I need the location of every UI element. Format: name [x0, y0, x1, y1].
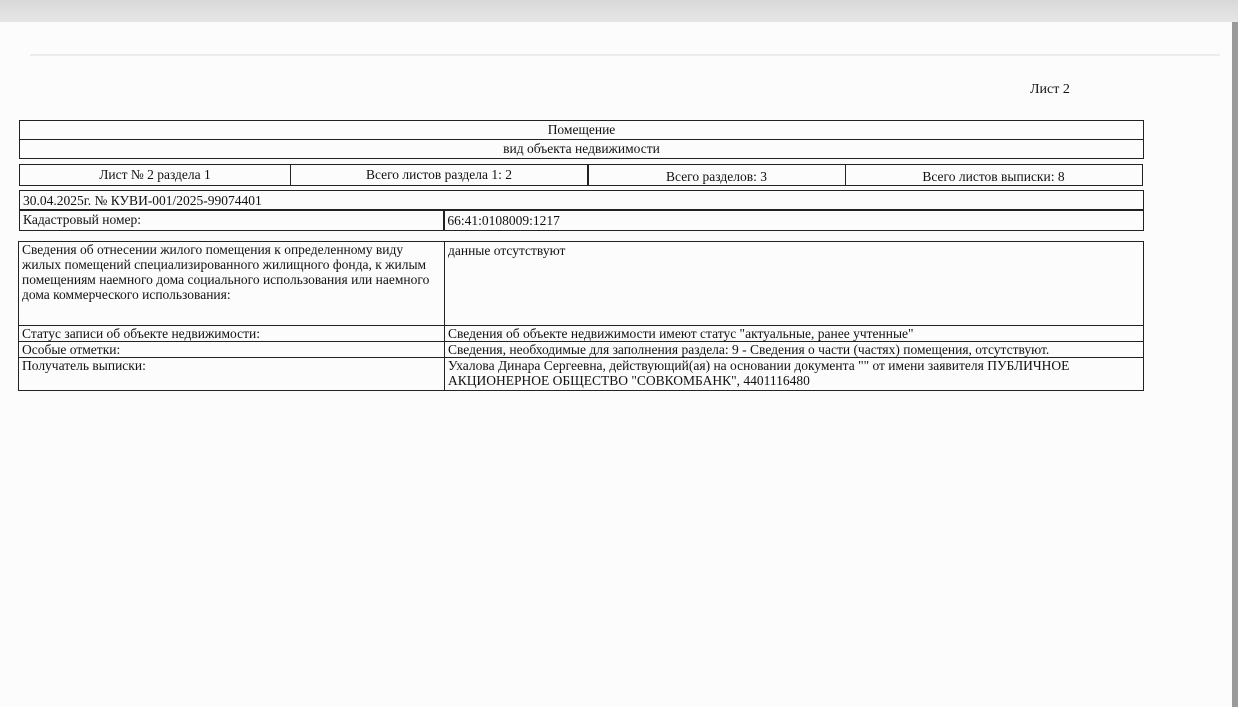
section-info-row [19, 164, 1144, 186]
table-row [19, 342, 1144, 358]
sheet-of-section: Лист № 2 раздела 1 [19, 164, 291, 186]
cadastral-label: Кадастровый номер: [19, 209, 445, 231]
table-row [19, 242, 1144, 326]
extract-recipient-label: Получатель выписки: [19, 358, 445, 391]
table-row [19, 326, 1144, 342]
record-status-label: Статус записи об объекте недвижимости: [19, 326, 445, 342]
scan-artifact-line [30, 54, 1220, 56]
total-sections: Всего разделов: 3 [587, 164, 846, 186]
specialized-housing-label: Сведения об отнесении жилого помещения к определенному виду жилых помещений специализированного жилищного фонда, к жилым помещениям наемного дома социального использования или наемного дома коммерческого использования: [19, 242, 445, 326]
cadastral-value: 66:41:0108009:1217 [443, 209, 1144, 231]
cadastral-row [19, 209, 1144, 231]
special-notes-label: Особые отметки: [19, 342, 445, 358]
object-type-caption: вид объекта недвижимости [503, 141, 660, 156]
total-sheets-section: Всего листов раздела 1: 2 [290, 164, 589, 186]
page-edge-shadow [1232, 22, 1238, 707]
object-type-value: Помещение [547, 122, 616, 137]
object-type-box [19, 120, 1144, 140]
scanner-top-shade [0, 0, 1238, 22]
extract-date-number-box [19, 190, 1144, 211]
total-sheets-extract: Всего листов выписки: 8 [845, 164, 1143, 186]
special-notes-value: Сведения, необходимые для заполнения раздела: 9 - Сведения о части (частях) помещения, отсутствуют. [445, 342, 1144, 358]
extract-date-number: 30.04.2025г. № КУВИ-001/2025-99074401 [23, 193, 262, 208]
extract-recipient-value: Ухалова Динара Сергеевна, действующий(ая) на основании документа "" от имени заявителя ПУБЛИЧНОЕ АКЦИОНЕРНОЕ ОБЩЕСТВО "СОВКОМБАНК", 4401116480 [445, 358, 1144, 391]
property-info-table [18, 241, 1144, 391]
table-row [19, 358, 1144, 391]
sheet-number: Лист 2 [1030, 82, 1070, 97]
record-status-value: Сведения об объекте недвижимости имеют статус "актуальные, ранее учтенные" [445, 326, 1144, 342]
specialized-housing-value: данные отсутствуют [445, 242, 1144, 326]
object-type-caption-box [19, 139, 1144, 159]
